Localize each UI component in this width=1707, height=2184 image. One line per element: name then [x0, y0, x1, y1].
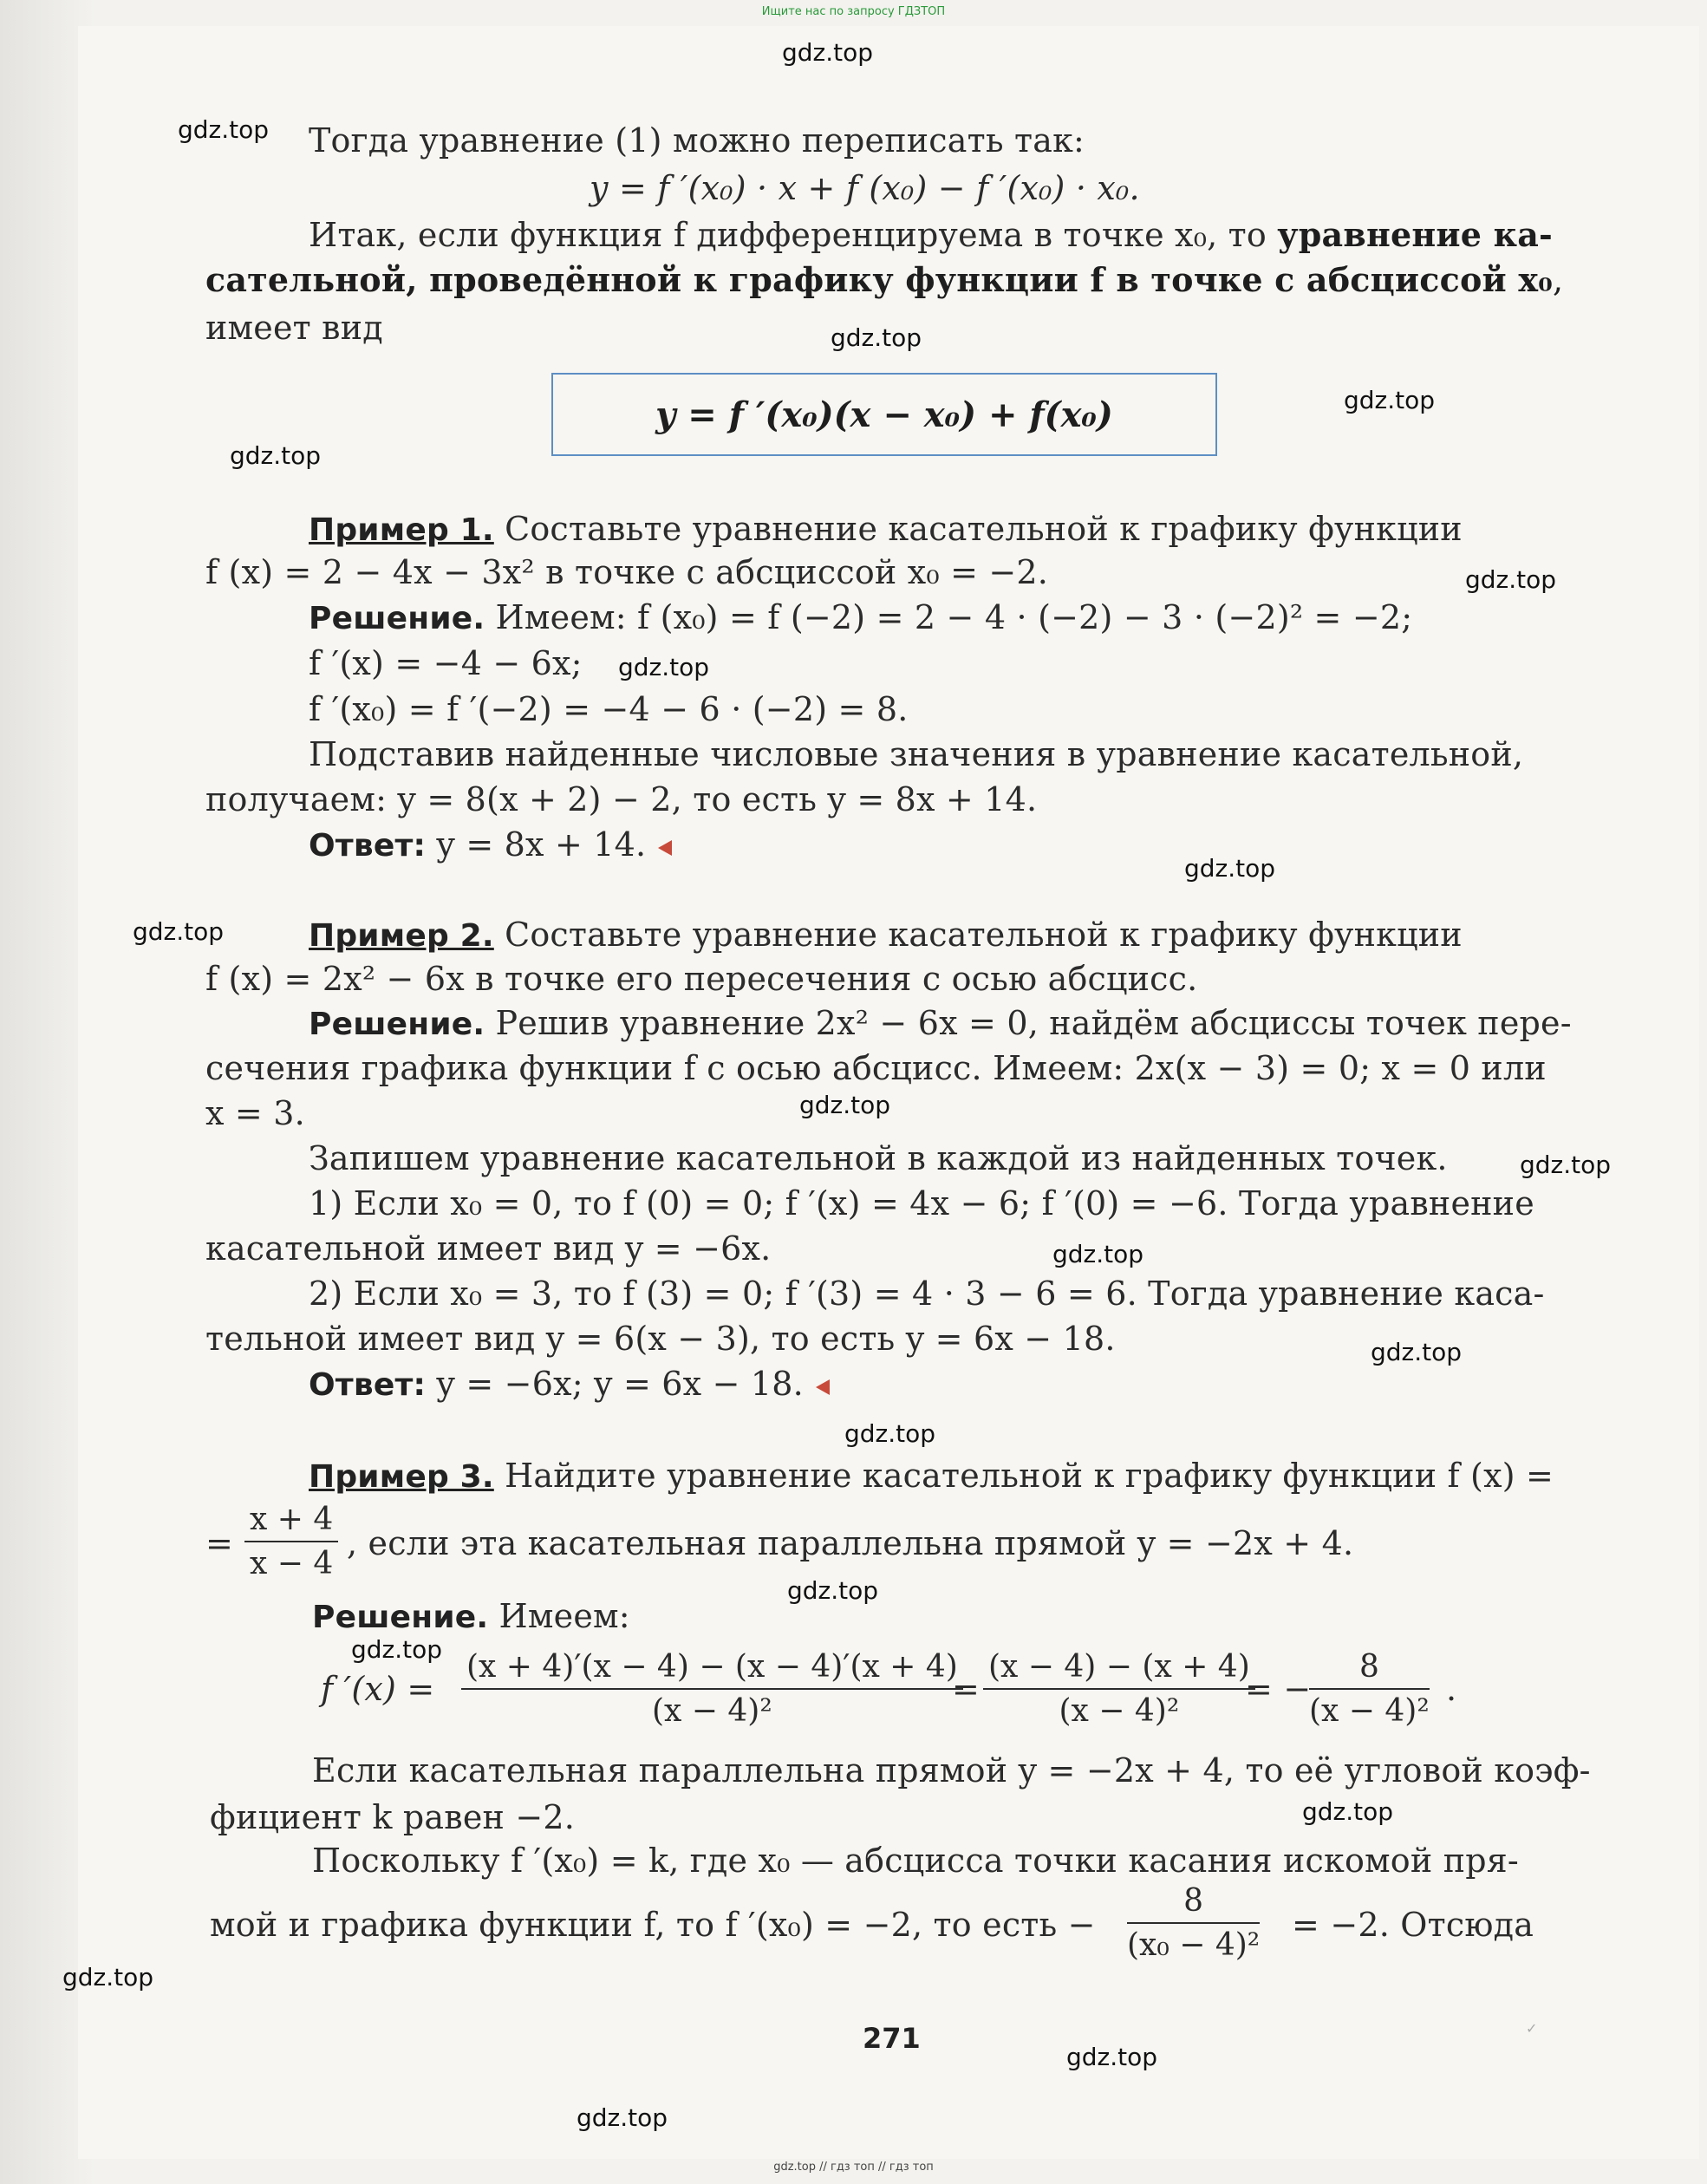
example-3-heading [309, 1457, 1554, 1495]
intro-line: Тогда уравнение (1) можно переписать так: [309, 121, 1085, 160]
intro-definition-text: сательной, проведённой к графику функции f в точке с абсциссой x₀ [205, 260, 1554, 299]
watermark: gdz.top [133, 917, 225, 946]
derivative-eq: = [952, 1670, 981, 1708]
example-2-line: 1) Если x₀ = 0, то f (0) = 0; f ′(x) = 4x − 6; f ′(0) = −6. Тогда уравнение [309, 1184, 1534, 1222]
example-3-line: мой и графика функции f, то f ′(x₀) = −2, то есть − [210, 1906, 1096, 1944]
fraction-numerator: 8 [1309, 1649, 1430, 1690]
watermark: gdz.top [844, 1419, 936, 1448]
example-3-line: , если эта касательная параллельна прямой y = −2x + 4. [347, 1524, 1354, 1562]
answer-label: Ответ: [309, 828, 427, 864]
watermark: gdz.top [1184, 854, 1276, 883]
example-2-text: Составьте уравнение касательной к графику функции [493, 916, 1463, 954]
example-2-answer-text: y = −6x; y = 6x − 18. [426, 1365, 804, 1403]
fraction-function [244, 1502, 338, 1581]
watermark: gdz.top [351, 1635, 443, 1664]
example-1-label: Пример 1. [309, 512, 494, 548]
example-3-line: Если касательная параллельна прямой y = −2x + 4, то её угловой коэф- [312, 1751, 1591, 1790]
example-2-solution-text: Решив уравнение 2x² − 6x = 0, найдём абсциссы точек пере- [485, 1004, 1572, 1042]
top-banner: Ищите нас по запросу ГДЗТОП [761, 5, 946, 18]
example-3-line: фициент k равен −2. [210, 1798, 576, 1836]
example-2-line: Запишем уравнение касательной в каждой из найденных точек. [309, 1139, 1448, 1177]
scan-mark-icon: ✓ [1526, 2020, 1538, 2037]
example-1-line: получаем: y = 8(x + 2) − 2, то есть y = 8x + 14. [205, 780, 1038, 818]
example-1-answer [309, 825, 672, 864]
derivative-fraction-1 [461, 1649, 963, 1729]
fraction-denominator: (x − 4)² [1309, 1693, 1430, 1729]
answer-label: Ответ: [309, 1367, 427, 1403]
example-1-line: Подставив найденные числовые значения в уравнение касательной, [309, 735, 1524, 773]
example-3-solution-text: Имеем: [488, 1597, 630, 1635]
watermark: gdz.top [799, 1091, 891, 1119]
example-1-answer-text: y = 8x + 14. [426, 825, 647, 864]
watermark: gdz.top [1371, 1338, 1463, 1366]
watermark: gdz.top [1344, 386, 1436, 414]
example-2-line: f (x) = 2x² − 6x в точке его пересечения с осью абсцисс. [205, 960, 1198, 998]
fraction-denominator: x − 4 [250, 1546, 334, 1581]
watermark: gdz.top [1465, 565, 1557, 594]
watermark: gdz.top [618, 653, 710, 681]
intro-bold: уравнение ка- [1277, 215, 1554, 254]
example-3-solution [312, 1597, 630, 1635]
watermark: gdz.top [782, 38, 874, 67]
intro-comma: , [1553, 261, 1564, 299]
solution-label: Решение. [309, 601, 485, 636]
boxed-tangent-formula [551, 373, 1217, 456]
watermark: gdz.top [1302, 1797, 1394, 1826]
example-3-label: Пример 3. [309, 1459, 494, 1495]
boxed-formula-text: y = f ′(x₀)(x − x₀) + f(x₀) [655, 394, 1113, 435]
intro-line [309, 215, 1553, 254]
example-3-line: Поскольку f ′(x₀) = k, где x₀ — абсцисса точки касания искомой пря- [312, 1842, 1519, 1880]
example-1-line: f (x) = 2 − 4x − 3x² в точке с абсциссой x₀ = −2. [205, 553, 1049, 591]
end-marker-icon [816, 1379, 830, 1395]
example-2-line: x = 3. [205, 1094, 305, 1132]
watermark: gdz.top [1066, 2043, 1158, 2071]
example-2-line: 2) Если x₀ = 3, то f (3) = 0; f ′(3) = 4 · 3 − 6 = 6. Тогда уравнение каса- [309, 1275, 1545, 1313]
watermark: gdz.top [831, 323, 922, 352]
derivative-dot: . [1446, 1670, 1457, 1708]
watermark: gdz.top [787, 1576, 879, 1605]
example-1-text: Составьте уравнение касательной к графику функции [493, 510, 1463, 548]
watermark: gdz.top [62, 1963, 154, 1992]
example-2-line: сечения графика функции f с осью абсцисс. Имеем: 2x(x − 3) = 0; x = 0 или [205, 1049, 1547, 1087]
example-3-eq: = [205, 1524, 234, 1562]
derivative-lhs: f ′(x) = [321, 1670, 435, 1708]
bottom-banner: gdz.top // гдз топ // гдз топ [773, 2161, 934, 2174]
example-3-text: Найдите уравнение касательной к графику функции f (x) = [493, 1457, 1554, 1495]
final-fraction [1127, 1883, 1260, 1963]
example-2-line: тельной имеет вид y = 6(x − 3), то есть y = 6x − 18. [205, 1320, 1116, 1358]
end-marker-icon [658, 840, 672, 856]
example-1-line: f ′(x) = −4 − 6x; [309, 644, 583, 682]
example-2-label: Пример 2. [309, 918, 494, 954]
watermark: gdz.top [1520, 1151, 1612, 1179]
intro-text: Итак, если функция f дифференцируема в точке x₀, то [309, 216, 1278, 254]
solution-label: Решение. [312, 1600, 489, 1635]
fraction-denominator: (x − 4)² [652, 1693, 772, 1729]
example-2-line: касательной имеет вид y = −6x. [205, 1229, 772, 1268]
derivative-eq: = − [1245, 1670, 1312, 1708]
example-1-line: f ′(x₀) = f ′(−2) = −4 − 6 · (−2) = 8. [309, 690, 909, 728]
intro-line: имеет вид [205, 309, 383, 347]
watermark: gdz.top [577, 2103, 668, 2132]
fraction-numerator: x + 4 [244, 1502, 338, 1542]
example-1-solution [309, 598, 1412, 636]
watermark: gdz.top [178, 115, 270, 144]
example-3-line: = −2. Отсюда [1292, 1906, 1534, 1944]
intro-formula: y = f ′(x₀) · x + f (x₀) − f ′(x₀) · x₀. [590, 169, 1140, 207]
fraction-numerator: 8 [1127, 1883, 1260, 1924]
fraction-denominator: (x − 4)² [1059, 1693, 1180, 1729]
example-2-heading [309, 916, 1463, 954]
example-1-solution-text: Имеем: f (x₀) = f (−2) = 2 − 4 · (−2) − 3 · (−2)² = −2; [485, 598, 1413, 636]
fraction-numerator: (x + 4)′(x − 4) − (x − 4)′(x + 4) [461, 1649, 963, 1690]
derivative-fraction-3 [1309, 1649, 1430, 1729]
derivative-fraction-2 [983, 1649, 1255, 1729]
solution-label: Решение. [309, 1007, 485, 1042]
watermark: gdz.top [1052, 1240, 1144, 1268]
page-number: 271 [863, 2022, 921, 2055]
example-1-heading [309, 510, 1463, 548]
fraction-denominator: (x₀ − 4)² [1127, 1927, 1261, 1963]
example-2-solution [309, 1004, 1572, 1042]
fraction-numerator: (x − 4) − (x + 4) [983, 1649, 1255, 1690]
intro-definition [205, 260, 1563, 299]
watermark: gdz.top [230, 441, 322, 470]
example-2-answer [309, 1365, 830, 1403]
